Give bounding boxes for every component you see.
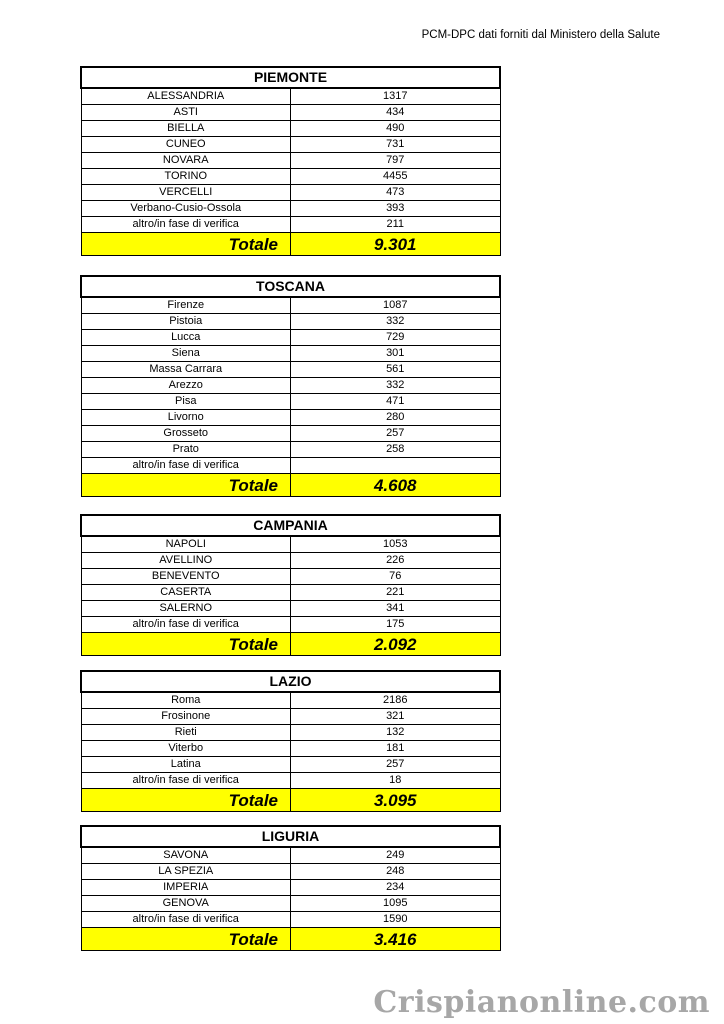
table-row [81, 442, 500, 458]
province-name: VERCELLI [81, 185, 291, 201]
table-row [81, 741, 500, 757]
table-row [81, 105, 500, 121]
province-name: GENOVA [81, 896, 291, 912]
table-row [81, 458, 500, 474]
province-value: 731 [291, 137, 501, 153]
total-value: 2.092 [291, 633, 501, 656]
table-row [81, 394, 500, 410]
province-name: Grosseto [81, 426, 291, 442]
province-value [291, 458, 501, 474]
table-row [81, 185, 500, 201]
province-value: 248 [291, 864, 501, 880]
province-name: Siena [81, 346, 291, 362]
total-value: 4.608 [291, 474, 501, 497]
province-name: Livorno [81, 410, 291, 426]
province-name: Firenze [81, 297, 291, 314]
province-value: 1590 [291, 912, 501, 928]
province-value: 561 [291, 362, 501, 378]
province-name: altro/in fase di verifica [81, 217, 291, 233]
province-name: ALESSANDRIA [81, 88, 291, 105]
table-row [81, 330, 500, 346]
table-row [81, 601, 500, 617]
table-row [81, 536, 500, 553]
province-value: 797 [291, 153, 501, 169]
province-value: 249 [291, 847, 501, 864]
province-value: 181 [291, 741, 501, 757]
region-table-toscana [80, 275, 501, 497]
region-title: TOSCANA [81, 276, 500, 297]
total-label: Totale [81, 633, 291, 656]
table-row [81, 137, 500, 153]
table-row [81, 426, 500, 442]
table-row [81, 757, 500, 773]
table-row [81, 864, 500, 880]
province-value: 221 [291, 585, 501, 601]
province-name: Roma [81, 692, 291, 709]
province-value: 175 [291, 617, 501, 633]
province-value: 2186 [291, 692, 501, 709]
province-value: 332 [291, 378, 501, 394]
province-name: Verbano-Cusio-Ossola [81, 201, 291, 217]
province-name: Rieti [81, 725, 291, 741]
table-row [81, 553, 500, 569]
total-row [81, 474, 500, 497]
total-value: 9.301 [291, 233, 501, 256]
region-table-campania [80, 514, 501, 656]
province-name: IMPERIA [81, 880, 291, 896]
province-value: 729 [291, 330, 501, 346]
total-value: 3.095 [291, 789, 501, 812]
table-row [81, 912, 500, 928]
province-value: 434 [291, 105, 501, 121]
province-name: altro/in fase di verifica [81, 617, 291, 633]
province-value: 258 [291, 442, 501, 458]
table-row [81, 217, 500, 233]
table-row [81, 725, 500, 741]
province-value: 471 [291, 394, 501, 410]
province-value: 234 [291, 880, 501, 896]
province-value: 341 [291, 601, 501, 617]
province-name: altro/in fase di verifica [81, 773, 291, 789]
region-title: LIGURIA [81, 826, 500, 847]
province-value: 132 [291, 725, 501, 741]
province-name: LA SPEZIA [81, 864, 291, 880]
province-value: 4455 [291, 169, 501, 185]
province-value: 226 [291, 553, 501, 569]
table-row [81, 569, 500, 585]
watermark-logo: Crispianonline.com [373, 985, 710, 1020]
total-row [81, 633, 500, 656]
region-title: CAMPANIA [81, 515, 500, 536]
table-row [81, 201, 500, 217]
province-name: CUNEO [81, 137, 291, 153]
province-value: 257 [291, 757, 501, 773]
table-row [81, 585, 500, 601]
province-value: 321 [291, 709, 501, 725]
province-value: 1087 [291, 297, 501, 314]
region-table-liguria [80, 825, 501, 951]
table-row [81, 169, 500, 185]
province-name: NOVARA [81, 153, 291, 169]
province-name: Pisa [81, 394, 291, 410]
table-row [81, 378, 500, 394]
source-header: PCM-DPC dati forniti dal Ministero della Salute [421, 29, 660, 41]
table-row [81, 410, 500, 426]
province-value: 18 [291, 773, 501, 789]
province-name: NAPOLI [81, 536, 291, 553]
table-row [81, 346, 500, 362]
table-row [81, 709, 500, 725]
total-row [81, 789, 500, 812]
total-label: Totale [81, 233, 291, 256]
province-value: 211 [291, 217, 501, 233]
table-row [81, 692, 500, 709]
province-name: Arezzo [81, 378, 291, 394]
province-name: CASERTA [81, 585, 291, 601]
province-name: Pistoia [81, 314, 291, 330]
total-label: Totale [81, 789, 291, 812]
province-name: Latina [81, 757, 291, 773]
province-value: 490 [291, 121, 501, 137]
province-name: Massa Carrara [81, 362, 291, 378]
province-value: 257 [291, 426, 501, 442]
province-value: 1095 [291, 896, 501, 912]
table-row [81, 314, 500, 330]
province-name: Prato [81, 442, 291, 458]
table-row [81, 880, 500, 896]
total-label: Totale [81, 474, 291, 497]
total-row [81, 928, 500, 951]
total-row [81, 233, 500, 256]
province-name: TORINO [81, 169, 291, 185]
province-value: 332 [291, 314, 501, 330]
region-table-lazio [80, 670, 501, 812]
province-value: 1053 [291, 536, 501, 553]
province-value: 473 [291, 185, 501, 201]
province-value: 301 [291, 346, 501, 362]
province-value: 393 [291, 201, 501, 217]
total-value: 3.416 [291, 928, 501, 951]
table-row [81, 88, 500, 105]
province-value: 76 [291, 569, 501, 585]
table-row [81, 362, 500, 378]
province-name: altro/in fase di verifica [81, 912, 291, 928]
region-table-piemonte [80, 66, 501, 256]
province-name: Lucca [81, 330, 291, 346]
total-label: Totale [81, 928, 291, 951]
province-name: SALERNO [81, 601, 291, 617]
table-row [81, 896, 500, 912]
province-name: ASTI [81, 105, 291, 121]
province-name: altro/in fase di verifica [81, 458, 291, 474]
region-title: PIEMONTE [81, 67, 500, 88]
table-row [81, 773, 500, 789]
region-title: LAZIO [81, 671, 500, 692]
province-name: Frosinone [81, 709, 291, 725]
province-value: 280 [291, 410, 501, 426]
province-value: 1317 [291, 88, 501, 105]
province-name: BIELLA [81, 121, 291, 137]
table-row [81, 153, 500, 169]
province-name: Viterbo [81, 741, 291, 757]
province-name: SAVONA [81, 847, 291, 864]
table-row [81, 121, 500, 137]
province-name: AVELLINO [81, 553, 291, 569]
table-row [81, 617, 500, 633]
table-row [81, 847, 500, 864]
province-name: BENEVENTO [81, 569, 291, 585]
table-row [81, 297, 500, 314]
